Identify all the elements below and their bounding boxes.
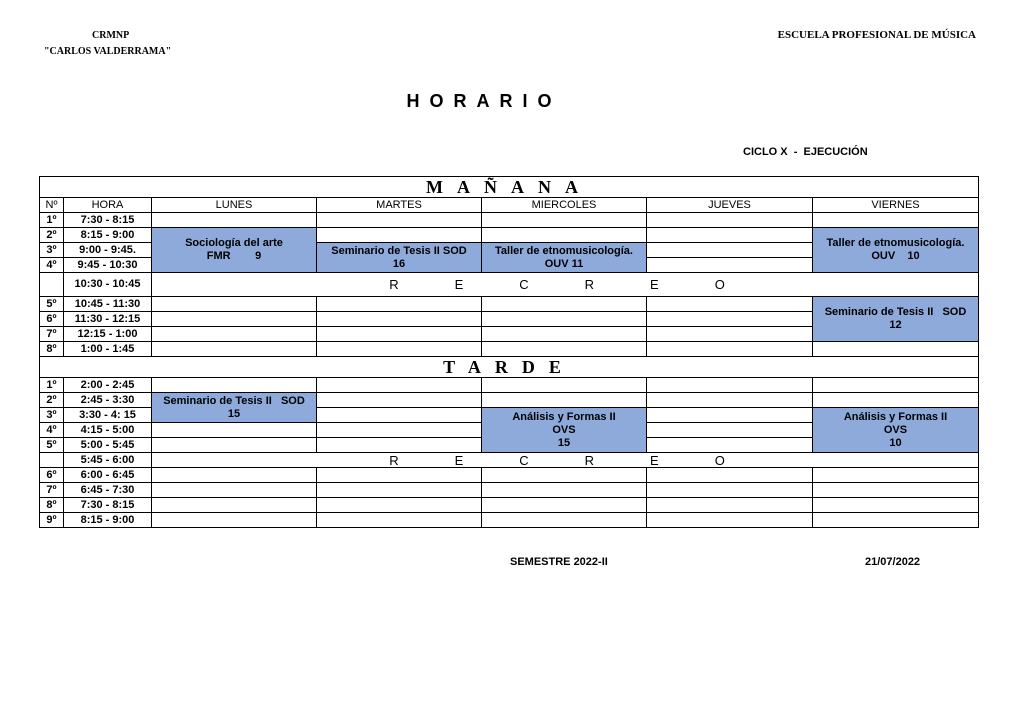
table-row (40, 468, 979, 483)
period-time: 8:15 - 9:00 (64, 513, 152, 528)
course-name: Seminario de Tesis II SOD (331, 244, 467, 257)
period-number: 9º (40, 513, 64, 528)
table-row (40, 393, 979, 408)
period-time: 12:15 - 1:00 (64, 327, 152, 342)
school-name: ESCUELA PROFESIONAL DE MÚSICA (777, 29, 976, 41)
course-name: Seminario de Tesis II SOD (163, 394, 305, 407)
period-number: 4º (40, 423, 64, 438)
manana-band: MAÑANA (40, 177, 979, 198)
course-code: 15 (227, 407, 241, 420)
period-number: 7º (40, 327, 64, 342)
table-row (40, 297, 979, 312)
period-time: 1:00 - 1:45 (64, 342, 152, 357)
semester-label: SEMESTRE 2022-II (510, 556, 608, 568)
period-time: 4:15 - 5:00 (64, 423, 152, 438)
course-name: Taller de etnomusicología. (495, 244, 633, 257)
period-number: 2º (40, 228, 64, 243)
course-viernes-manana-1 (813, 228, 979, 273)
col-header-martes: MARTES (317, 198, 482, 213)
period-number: 6º (40, 312, 64, 327)
course-room: 10 (889, 436, 902, 449)
course-martes-manana (317, 243, 482, 273)
period-number: 3º (40, 408, 64, 423)
institution-acronym: CRMNP (92, 30, 130, 41)
course-lunes-manana (152, 228, 317, 273)
col-header-n: Nº (40, 198, 64, 213)
period-time: 6:45 - 7:30 (64, 483, 152, 498)
period-number: 2º (40, 393, 64, 408)
period-time: 8:15 - 9:00 (64, 228, 152, 243)
period-number: 8º (40, 342, 64, 357)
course-code: 12 (889, 319, 902, 331)
period-time: 9:00 - 9:45. (64, 243, 152, 258)
period-time: 3:30 - 4: 15 (64, 408, 152, 423)
period-time: 10:30 - 10:45 (64, 273, 152, 297)
recreo-label: RECREO (152, 273, 979, 297)
course-name: Taller de etnomusicología. (826, 237, 965, 249)
col-header-lunes: LUNES (152, 198, 317, 213)
period-time: 5:00 - 5:45 (64, 438, 152, 453)
col-header-hora: HORA (64, 198, 152, 213)
course-viernes-tarde (813, 408, 979, 453)
col-header-miercoles: MIERCOLES (482, 198, 647, 213)
period-number: 5º (40, 438, 64, 453)
period-time: 11:30 - 12:15 (64, 312, 152, 327)
course-name: Análisis y Formas II (512, 410, 616, 423)
tarde-band: TARDE (40, 357, 979, 378)
course-miercoles-tarde (482, 408, 647, 453)
recreo-label: RECREO (152, 453, 979, 468)
period-number: 3º (40, 243, 64, 258)
page-title: HORARIO (406, 91, 562, 111)
period-number: 7º (40, 483, 64, 498)
course-code: OUV 10 (871, 250, 920, 262)
course-code: OVS (552, 423, 576, 436)
table-row (40, 513, 979, 528)
period-number: 6º (40, 468, 64, 483)
period-time: 6:00 - 6:45 (64, 468, 152, 483)
col-header-jueves: JUEVES (647, 198, 813, 213)
period-time: 10:45 - 11:30 (64, 297, 152, 312)
table-row (40, 378, 979, 393)
course-viernes-manana-2 (813, 297, 979, 342)
period-time: 2:45 - 3:30 (64, 393, 152, 408)
table-row (40, 498, 979, 513)
period-time: 5:45 - 6:00 (64, 453, 152, 468)
course-code: OUV 11 (544, 257, 584, 270)
table-row (40, 453, 979, 468)
period-number (40, 453, 64, 468)
period-time: 7:30 - 8:15 (64, 498, 152, 513)
table-row (40, 342, 979, 357)
col-header-viernes: VIERNES (813, 198, 979, 213)
date-label: 21/07/2022 (865, 556, 921, 568)
table-row (40, 228, 979, 243)
course-miercoles-manana (482, 243, 647, 273)
period-number: 1º (40, 213, 64, 228)
table-row (40, 273, 979, 297)
course-code: 16 (392, 257, 406, 270)
period-number: 5º (40, 297, 64, 312)
course-lunes-tarde (152, 393, 317, 423)
course-name: Análisis y Formas II (843, 410, 948, 423)
course-code: FMR 9 (206, 250, 262, 262)
ciclo-label: CICLO X - EJECUCIÓN (743, 146, 868, 158)
period-time: 7:30 - 8:15 (64, 213, 152, 228)
course-room: 15 (557, 436, 571, 449)
course-code: OVS (883, 423, 908, 436)
table-row (40, 213, 979, 228)
table-row (40, 483, 979, 498)
period-number (40, 273, 64, 297)
period-time: 2:00 - 2:45 (64, 378, 152, 393)
course-name: Sociología del arte (185, 237, 283, 249)
schedule-table (39, 176, 979, 528)
period-number: 1º (40, 378, 64, 393)
period-number: 8º (40, 498, 64, 513)
period-number: 4º (40, 258, 64, 273)
institution-name: "CARLOS VALDERRAMA" (44, 46, 172, 57)
course-name: Seminario de Tesis II SOD (824, 306, 967, 318)
period-time: 9:45 - 10:30 (64, 258, 152, 273)
column-header-row (40, 198, 979, 213)
